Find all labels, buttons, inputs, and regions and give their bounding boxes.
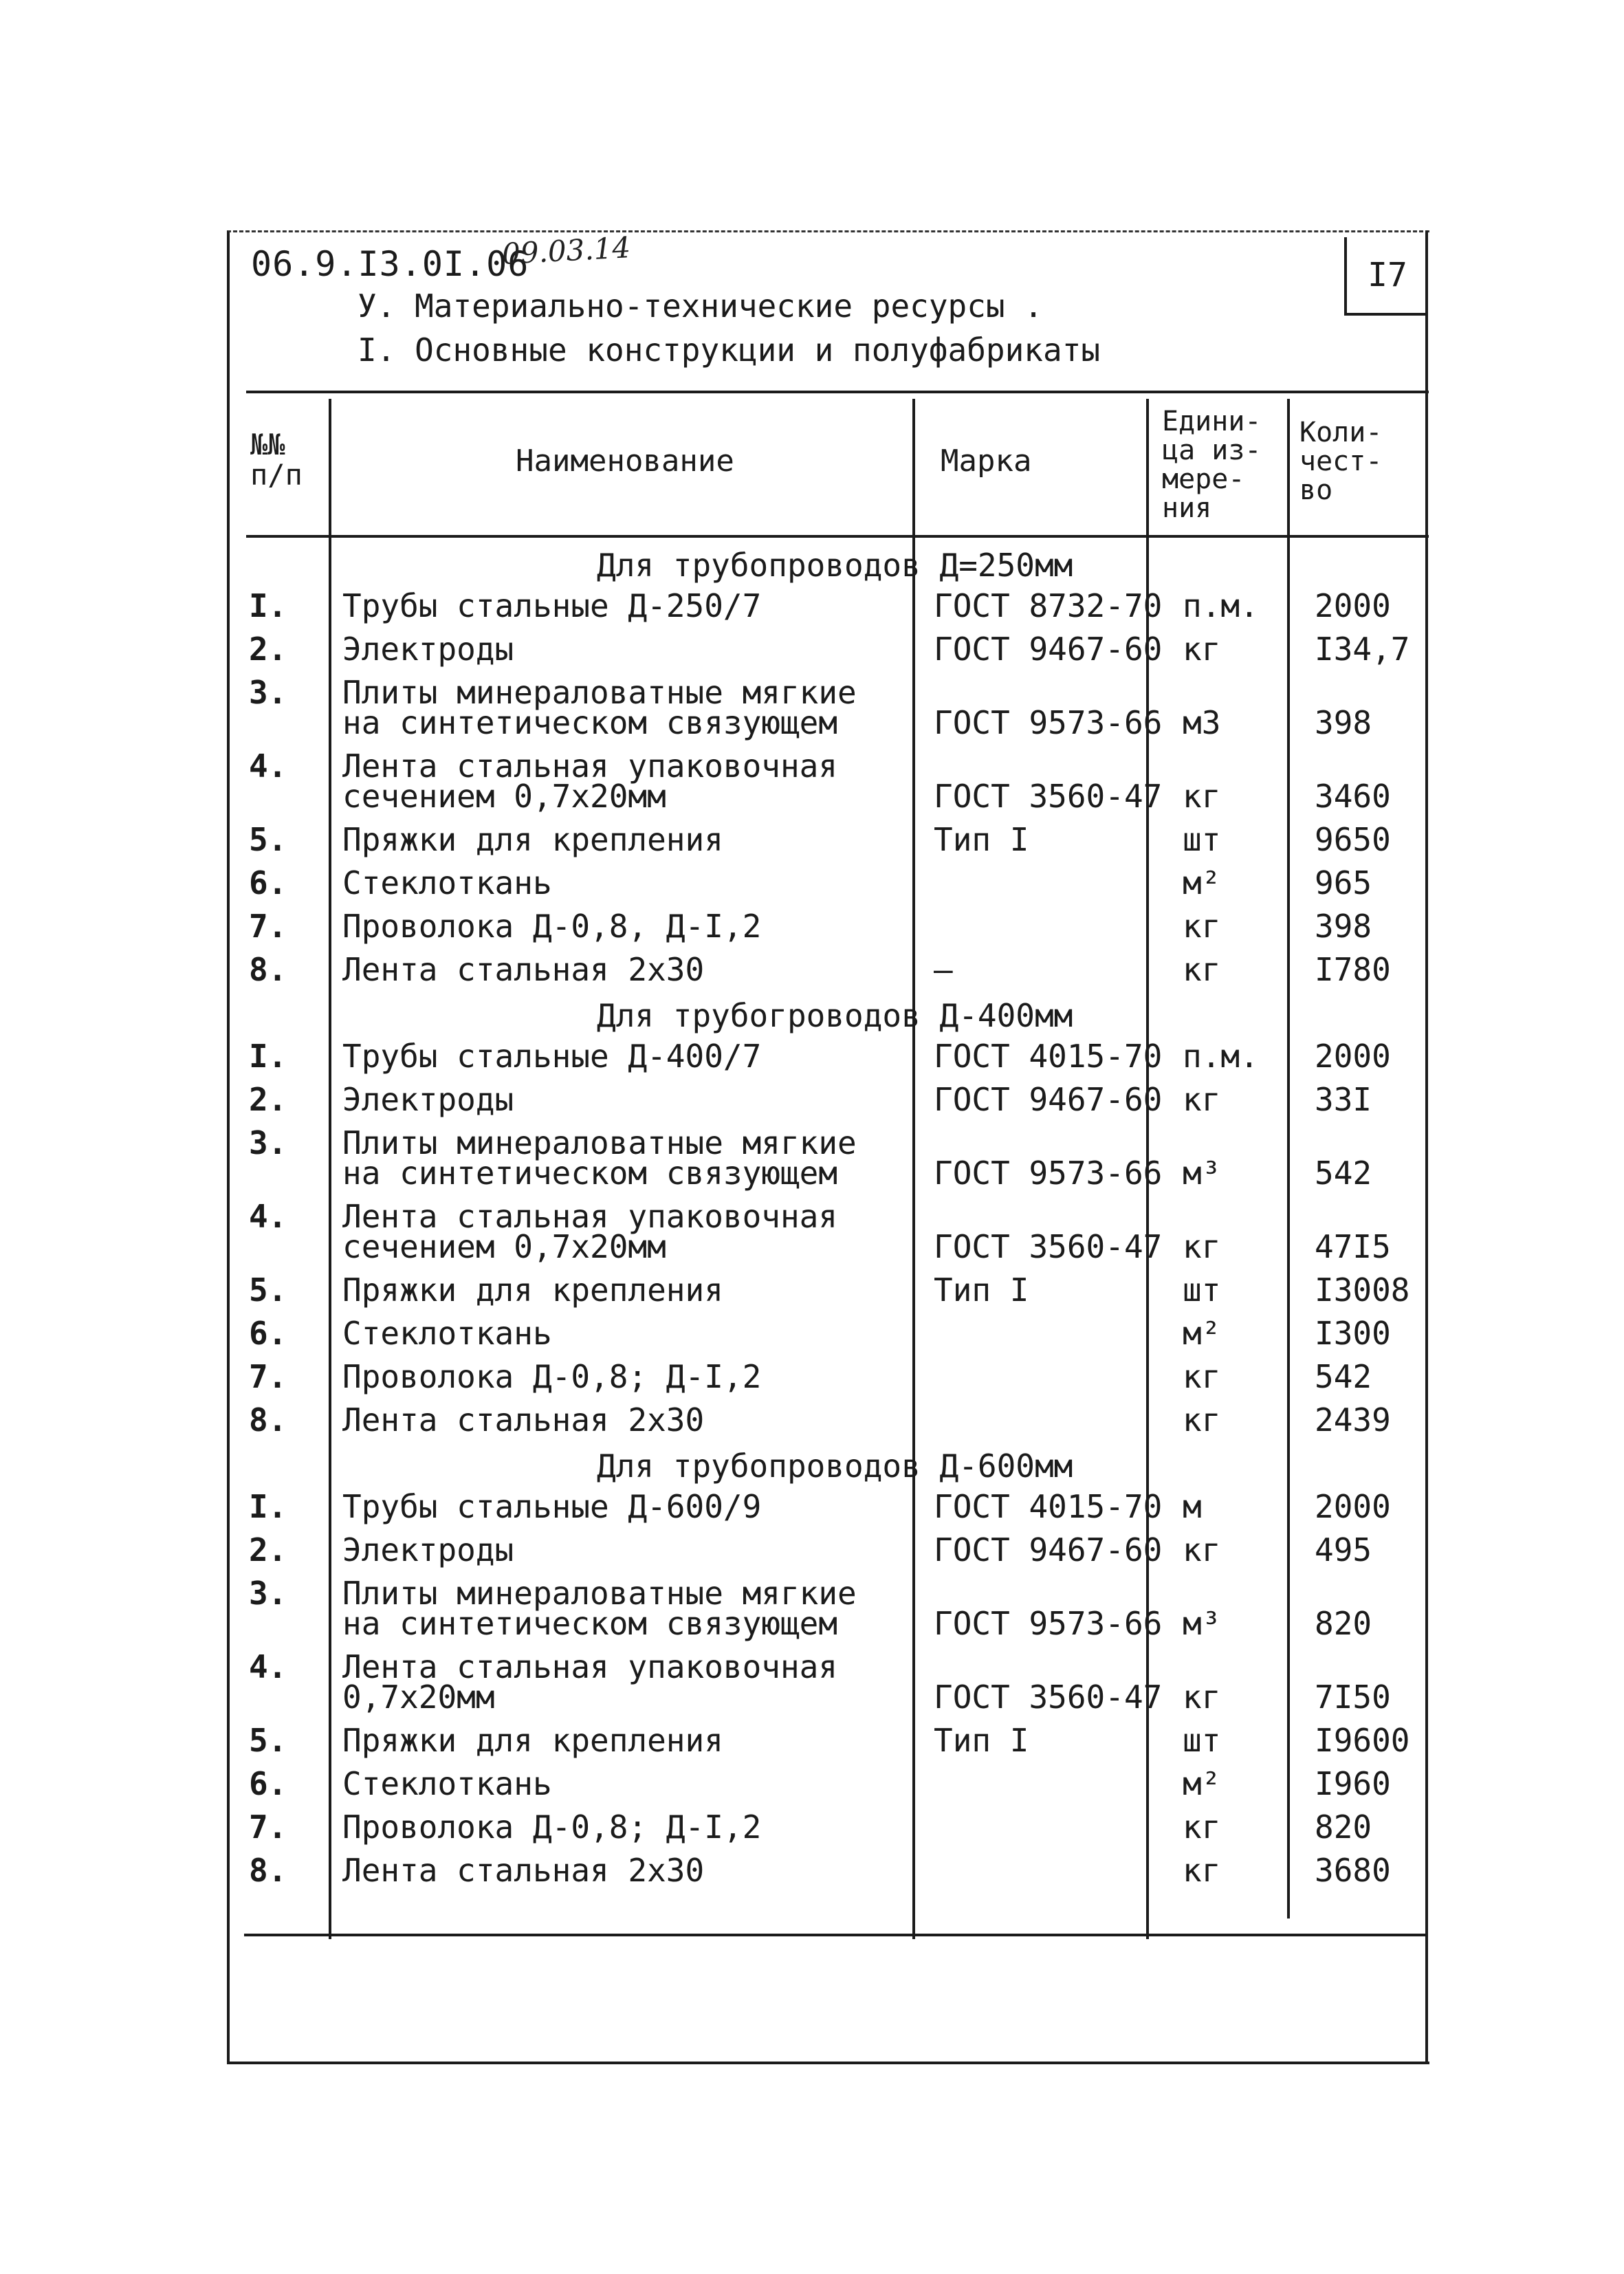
item-unit: шт [1183,821,1221,858]
item-name: Лента стальная упаковочная [342,1648,838,1685]
item-name: Лента стальная 2х30 [342,951,705,988]
item-unit: кг [1183,1228,1221,1265]
item-unit: м² [1183,864,1221,901]
item-quantity: 3680 [1315,1852,1391,1889]
item-name: Пряжки для крепления [342,1271,723,1309]
item-unit: кг [1183,778,1221,815]
header-name: Наименование [516,444,734,479]
item-quantity: 820 [1315,1808,1372,1846]
item-name: сечением 0,7x20мм [342,1228,666,1265]
item-quantity: 7I50 [1315,1679,1391,1716]
item-quantity: I960 [1315,1765,1391,1802]
header-mark: Марка [941,444,1032,479]
item-mark: ГОСТ 9467-60 [934,1081,1163,1118]
item-unit: кг [1183,951,1221,988]
header-qty: Коли- чест- во [1299,417,1383,506]
item-unit: м³ [1183,1155,1221,1192]
item-mark: ГОСТ 9573-66 [934,1605,1163,1642]
page-frame-right [1425,230,1428,2063]
item-name: Плиты минераловатные мягкие [342,1124,857,1161]
column-divider-unit [1287,399,1290,1918]
row-number: 2. [249,631,287,668]
page-number: I7 [1368,256,1407,294]
row-number: 7. [249,908,287,945]
row-number: I. [249,1488,287,1525]
item-name: Лента стальная упаковочная [342,1198,838,1235]
item-mark: ГОСТ 3560-47 [934,1228,1163,1265]
item-quantity: 495 [1315,1531,1372,1568]
row-number: 4. [249,1648,287,1685]
item-unit: шт [1183,1271,1221,1309]
table-top-rule [246,391,1429,393]
item-name: Трубы стальные Д-250/7 [342,587,762,624]
item-name: на синтетическом связующем [342,704,838,741]
page-number-box [1344,237,1428,316]
item-quantity: 965 [1315,864,1372,901]
item-quantity: 542 [1315,1155,1372,1192]
item-name: Пряжки для крепления [342,821,723,858]
row-number: 4. [249,747,287,785]
item-mark: Тип I [934,821,1029,858]
item-unit: м² [1183,1315,1221,1352]
item-unit: кг [1183,1808,1221,1846]
row-number: 6. [249,864,287,901]
row-number: 6. [249,1315,287,1352]
row-number: 5. [249,1271,287,1309]
item-unit: м² [1183,1765,1221,1802]
item-unit: м³ [1183,1605,1221,1642]
item-mark: ГОСТ 3560-47 [934,778,1163,815]
item-quantity: 2439 [1315,1401,1391,1439]
item-unit: кг [1183,1679,1221,1716]
item-name: Стеклоткань [342,1765,552,1802]
item-quantity: 542 [1315,1358,1372,1395]
item-quantity: 47I5 [1315,1228,1391,1265]
item-quantity: 2000 [1315,1488,1391,1525]
table-bottom-rule [244,1934,1427,1936]
item-name: Трубы стальные Д-600/9 [342,1488,762,1525]
item-unit: кг [1183,1401,1221,1439]
item-quantity: 820 [1315,1605,1372,1642]
item-unit: кг [1183,908,1221,945]
item-name: на синтетическом связующем [342,1155,838,1192]
document-code: 06.9.I3.0I.06 [251,244,529,284]
row-number: I. [249,587,287,624]
item-name: Электроды [342,1081,514,1118]
item-name: Проволока Д-0,8, Д-I,2 [342,908,762,945]
row-number: 7. [249,1808,287,1846]
item-name: Плиты минераловатные мягкие [342,1575,857,1612]
item-name: Стеклоткань [342,1315,552,1352]
item-name: Трубы стальные Д-400/7 [342,1038,762,1075]
item-quantity: 398 [1315,704,1372,741]
item-mark: ГОСТ 9573-66 [934,1155,1163,1192]
item-unit: п.м. [1183,587,1259,624]
item-quantity: 9650 [1315,821,1391,858]
item-quantity: 398 [1315,908,1372,945]
column-divider-name [912,399,915,1939]
group-title: Для трубопроводов Д-600мм [597,1447,1073,1485]
row-number: 8. [249,1401,287,1439]
item-unit: кг [1183,1852,1221,1889]
row-number: 6. [249,1765,287,1802]
row-number: 2. [249,1081,287,1118]
item-quantity: I9600 [1315,1722,1410,1759]
row-number: I. [249,1038,287,1075]
item-name: Стеклоткань [342,864,552,901]
item-mark: ГОСТ 3560-47 [934,1679,1163,1716]
column-divider-num [329,399,331,1939]
row-number: 5. [249,1722,287,1759]
item-name: Электроды [342,631,514,668]
group-title: Для трубопроводов Д=250мм [597,547,1073,584]
row-number: 8. [249,951,287,988]
row-number: 2. [249,1531,287,1568]
item-mark: ГОСТ 4015-70 [934,1488,1163,1525]
item-unit: кг [1183,631,1221,668]
item-unit: кг [1183,1358,1221,1395]
item-quantity: 3460 [1315,778,1391,815]
item-name: 0,7x20мм [342,1679,495,1716]
item-unit: м [1183,1488,1202,1525]
item-quantity: I3008 [1315,1271,1410,1309]
row-number: 3. [249,1124,287,1161]
handwritten-date: 09.03.14 [501,230,632,271]
item-quantity: I300 [1315,1315,1391,1352]
row-number: 3. [249,674,287,711]
item-name: Лента стальная 2х30 [342,1852,705,1889]
item-mark: – [934,951,953,988]
item-quantity: I34,7 [1315,631,1410,668]
item-unit: м3 [1183,704,1221,741]
header-num: №№ п/п [250,428,303,492]
row-number: 3. [249,1575,287,1612]
row-number: 5. [249,821,287,858]
row-number: 7. [249,1358,287,1395]
item-name: Пряжки для крепления [342,1722,723,1759]
item-mark: Тип I [934,1271,1029,1309]
item-quantity: 2000 [1315,1038,1391,1075]
item-name: на синтетическом связующем [342,1605,838,1642]
item-unit: кг [1183,1531,1221,1568]
item-name: Лента стальная 2х30 [342,1401,705,1439]
group-title: Для трубогроводов Д-400мм [597,997,1073,1034]
item-name: Проволока Д-0,8; Д-I,2 [342,1358,762,1395]
item-name: Проволока Д-0,8; Д-I,2 [342,1808,762,1846]
header-bottom-rule [246,535,1429,538]
header-unit: Едини- ца из- мере- ния [1162,406,1262,524]
item-name: Электроды [342,1531,514,1568]
item-mark: ГОСТ 9573-66 [934,704,1163,741]
item-name: Плиты минераловатные мягкие [342,674,857,711]
item-name: сечением 0,7x20мм [342,778,666,815]
item-mark: ГОСТ 8732-70 [934,587,1163,624]
item-mark: ГОСТ 9467-60 [934,631,1163,668]
row-number: 4. [249,1198,287,1235]
row-number: 8. [249,1852,287,1889]
item-unit: кг [1183,1081,1221,1118]
item-mark: Тип I [934,1722,1029,1759]
section-title: У. Материально-технические ресурсы . [358,287,1043,325]
subsection-title: I. Основные конструкции и полуфабрикаты [358,331,1101,369]
item-mark: ГОСТ 4015-70 [934,1038,1163,1075]
item-quantity: 2000 [1315,587,1391,624]
item-quantity: 33I [1315,1081,1372,1118]
item-unit: шт [1183,1722,1221,1759]
item-quantity: I780 [1315,951,1391,988]
item-unit: п.м. [1183,1038,1259,1075]
item-mark: ГОСТ 9467-60 [934,1531,1163,1568]
item-name: Лента стальная упаковочная [342,747,838,785]
